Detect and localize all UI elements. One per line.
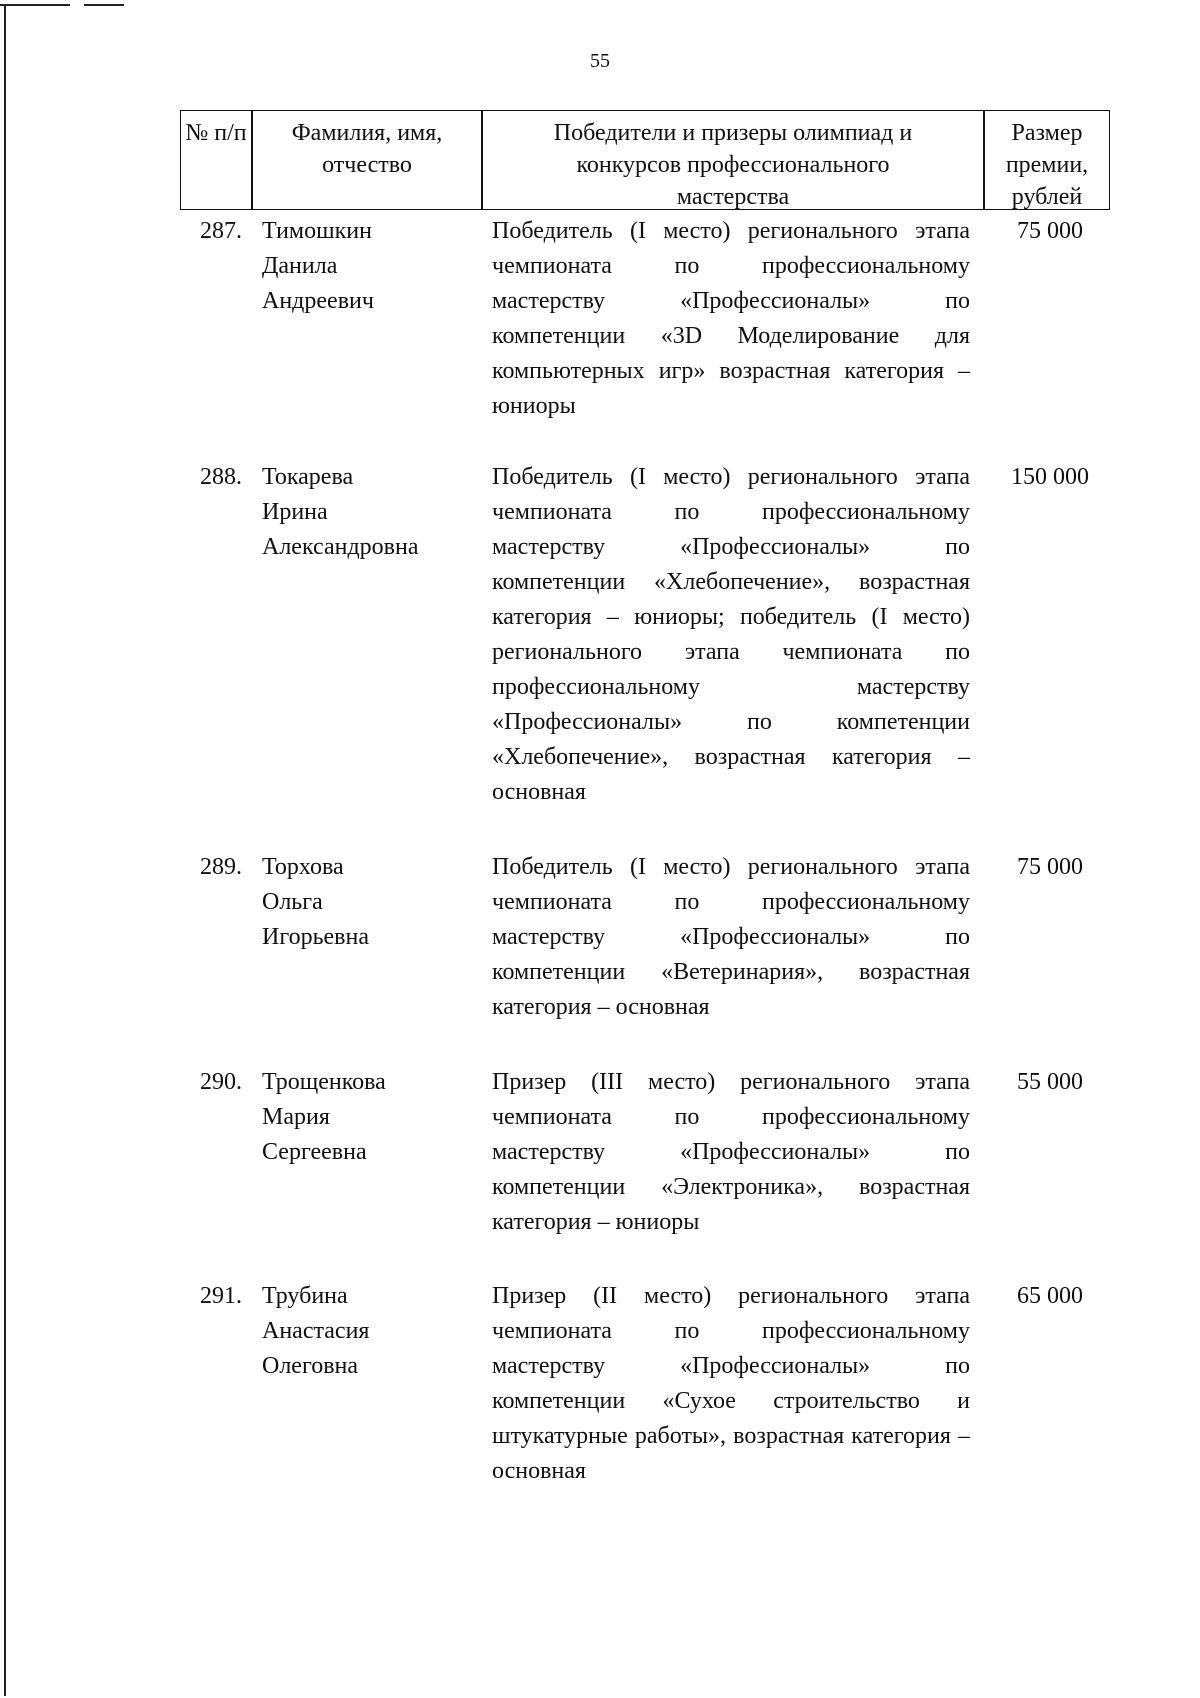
header-prize: Размер премии, рублей	[1005, 120, 1089, 210]
page-number: 55	[590, 50, 610, 72]
row-patronymic: Андреевич	[262, 288, 374, 314]
row-achievement: Призер (III место) регионального этапа чемпионата по профессиональному мастерству «Профессионалы» по компетенции «Электроника», возрастная категория – юниоры	[492, 1069, 970, 1235]
row-achievement: Победитель (I место) регионального этапа чемпионата по профессиональному мастерству «Профессионалы» по компетенции «3D Моделирование для компьютерных игр» возрастная категория – юниоры	[492, 218, 970, 419]
row-first-name: Ирина	[262, 499, 328, 525]
row-name	[262, 850, 462, 955]
scan-edge-line	[4, 6, 6, 1696]
row-prize: 150 000	[1011, 464, 1089, 490]
row-number: 288.	[200, 464, 242, 490]
row-surname: Трубина	[262, 1283, 348, 1309]
row-prize: 75 000	[1017, 854, 1083, 880]
row-first-name: Данила	[262, 253, 338, 279]
row-patronymic: Игорьевна	[262, 924, 370, 950]
header-achievement: Победители и призеры олимпиад и конкурсов профессионального мастерства	[553, 120, 913, 210]
row-prize: 75 000	[1017, 218, 1083, 244]
row-achievement: Победитель (I место) регионального этапа чемпионата по профессиональному мастерству «Профессионалы» по компетенции «Ветеринария», возрастная категория – основная	[492, 854, 970, 1020]
row-number: 290.	[200, 1069, 242, 1095]
table-row	[180, 1065, 1110, 1279]
row-prize: 65 000	[1017, 1283, 1083, 1309]
row-number: 287.	[200, 218, 242, 244]
row-achievement: Призер (II место) регионального этапа чемпионата по профессиональному мастерству «Профессионалы» по компетенции «Сухое строительство и штукатурные работы», возрастная категория – основная	[492, 1283, 970, 1484]
row-prize: 55 000	[1017, 1069, 1083, 1095]
table-row	[180, 460, 1110, 850]
table-row	[180, 214, 1110, 460]
scan-top-mark	[0, 4, 70, 6]
row-achievement: Победитель (I место) регионального этапа чемпионата по профессиональному мастерству «Профессионалы» по компетенции «Хлебопечение», возрастная категория – юниоры; победитель (I место) регионального этапа чемпионата по профессиональному мастерству «Профессионалы» по компетенции «Хлебопечение», возрастная категория – основная	[492, 464, 970, 805]
row-patronymic: Александровна	[262, 534, 419, 560]
row-first-name: Ольга	[262, 889, 323, 915]
row-first-name: Анастасия	[262, 1318, 370, 1344]
row-surname: Трощенкова	[262, 1069, 386, 1095]
header-number: № п/п	[185, 120, 247, 146]
table-row	[180, 850, 1110, 1065]
row-number: 289.	[200, 854, 242, 880]
row-surname: Токарева	[262, 464, 354, 490]
row-patronymic: Сергеевна	[262, 1139, 367, 1165]
row-name	[262, 214, 462, 319]
header-name: Фамилия, имя, отчество	[291, 120, 443, 178]
row-patronymic: Олеговна	[262, 1353, 359, 1379]
row-first-name: Мария	[262, 1104, 330, 1130]
scan-top-mark	[84, 4, 124, 6]
row-surname: Торхова	[262, 854, 344, 880]
row-name	[262, 1279, 462, 1384]
row-number: 291.	[200, 1283, 242, 1309]
table-body	[180, 214, 1110, 1509]
row-name	[262, 1065, 462, 1170]
table-row	[180, 1279, 1110, 1509]
row-surname: Тимошкин	[262, 218, 372, 244]
table-header	[180, 110, 1110, 210]
row-name	[262, 460, 462, 565]
